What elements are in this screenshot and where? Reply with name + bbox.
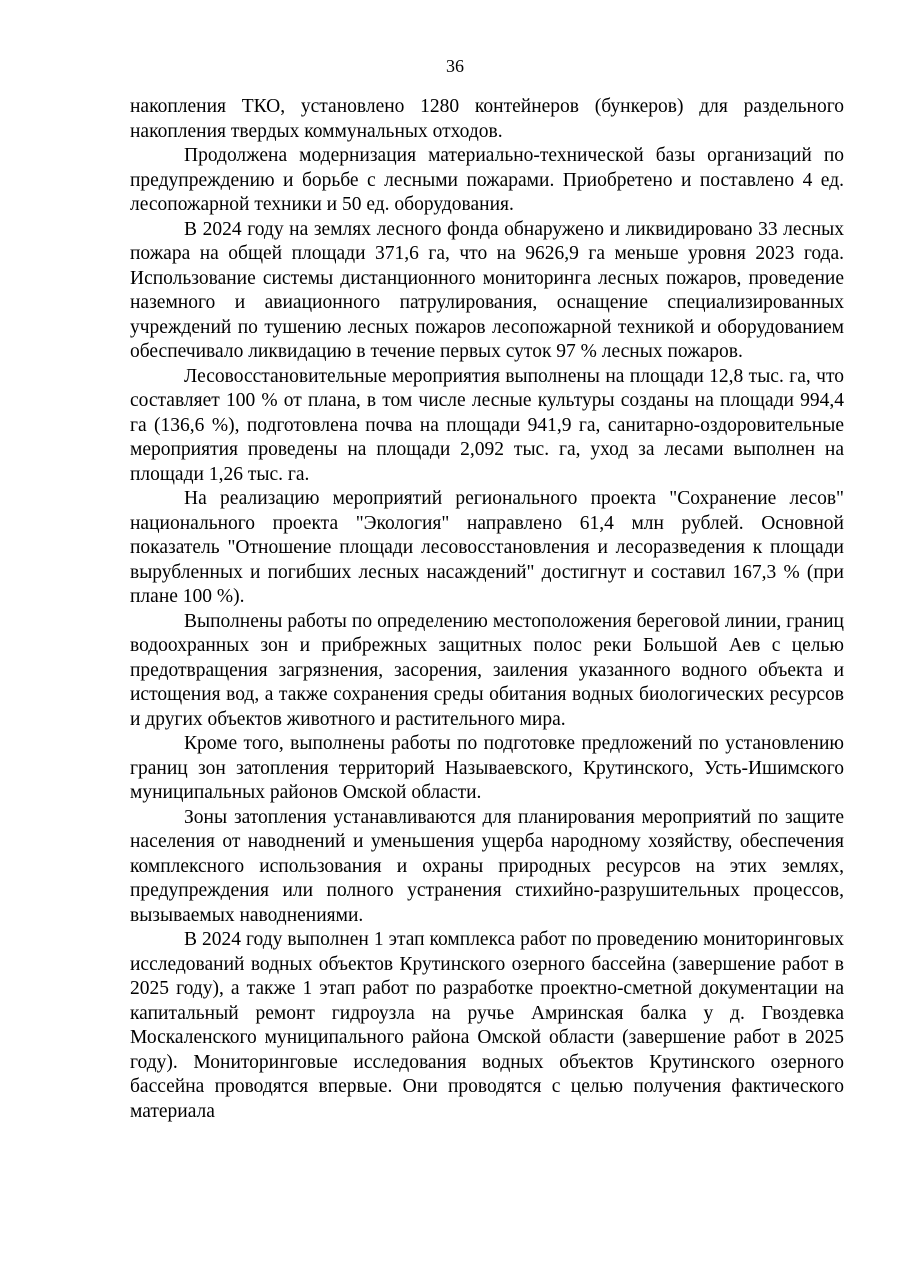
paragraph-forest-fires: В 2024 году на землях лесного фонда обнаружено и ликвидировано 33 лесных пожара на общей площади 371,6 га, что на 9626,9 га меньше уровня 2023 года. Использование системы дистанционного мониторинга лесных пожаров, проведение наземного и авиационного патрулирования, оснащение специализированных учреждений по тушению лесных пожаров лесопожарной техникой и оборудованием обеспечивало ликвидацию в течение первых суток 97 % лесных пожаров. (130, 218, 844, 362)
paragraph-forest-preservation-project: На реализацию мероприятий регионального проекта "Сохранение лесов" национального проекта "Экология" направлено 61,4 млн рублей. Основной показатель "Отношение площади лесовосстановления и лесоразведения к площади вырубленных и погибших лесных насаждений" достигнут и составил 167,3 % (при плане 100 %). (130, 488, 844, 607)
paragraph-fire-equipment: Продолжена модернизация материально-технической базы организаций по предупреждению и борьбе с лесными пожарами. Приобретено и поставлено 4 ед. лесопожарной техники и 50 ед. оборудования. (130, 145, 844, 215)
paragraph-flood-zones-purpose: Зоны затопления устанавливаются для планирования мероприятий по защите населения от наводнений и уменьшения ущерба народному хозяйству, обеспечения комплексного использования и охраны природных ресурсов на этих землях, предупреждения или полного устранения стихийно-разрушительных процессов, вызываемых наводнениями. (130, 806, 844, 926)
document-body (130, 95, 844, 1124)
page-number: 36 (446, 56, 464, 76)
paragraph-shoreline-works: Выполнены работы по определению местоположения береговой линии, границ водоохранных зон и прибрежных защитных полос реки Большой Аев с целью предотвращения загрязнения, засорения, заиления указанного водного объекта и истощения вод, а также сохранения среды обитания водных биологических ресурсов и других объектов животного и растительного мира. (130, 610, 844, 730)
paragraph-flood-zones-proposals: Кроме того, выполнены работы по подготовке предложений по установлению границ зон затопления территорий Называевского, Крутинского, Усть-Ишимского муниципальных районов Омской области. (130, 733, 844, 803)
paragraph-monitoring-studies: В 2024 году выполнен 1 этап комплекса работ по проведению мониторинговых исследований водных объектов Крутинского озерного бассейна (завершение работ в 2025 году), а также 1 этап работ по разработке проектно-сметной документации на капитальный ремонт гидроузла на ручье Амринская балка у д. Гвоздевка Москаленского муниципального района Омской области (завершение работ в 2025 году). Мониторинговые исследования водных объектов Крутинского озерного бассейна проводятся впервые. Они проводятся с целью получения фактического материала (130, 929, 844, 1122)
paragraph-reforestation: Лесовосстановительные мероприятия выполнены на площади 12,8 тыс. га, что составляет 100 % от плана, в том числе лесные культуры созданы на площади 994,4 га (136,6 %), подготовлена почва на площади 941,9 га, санитарно-оздоровительные мероприятия проведены на площади 2,092 тыс. га, уход за лесами выполнен на площади 1,26 тыс. га. (130, 365, 844, 485)
paragraph-tko-containers: накопления ТКО, установлено 1280 контейнеров (бункеров) для раздельного накопления твердых коммунальных отходов. (130, 96, 844, 142)
